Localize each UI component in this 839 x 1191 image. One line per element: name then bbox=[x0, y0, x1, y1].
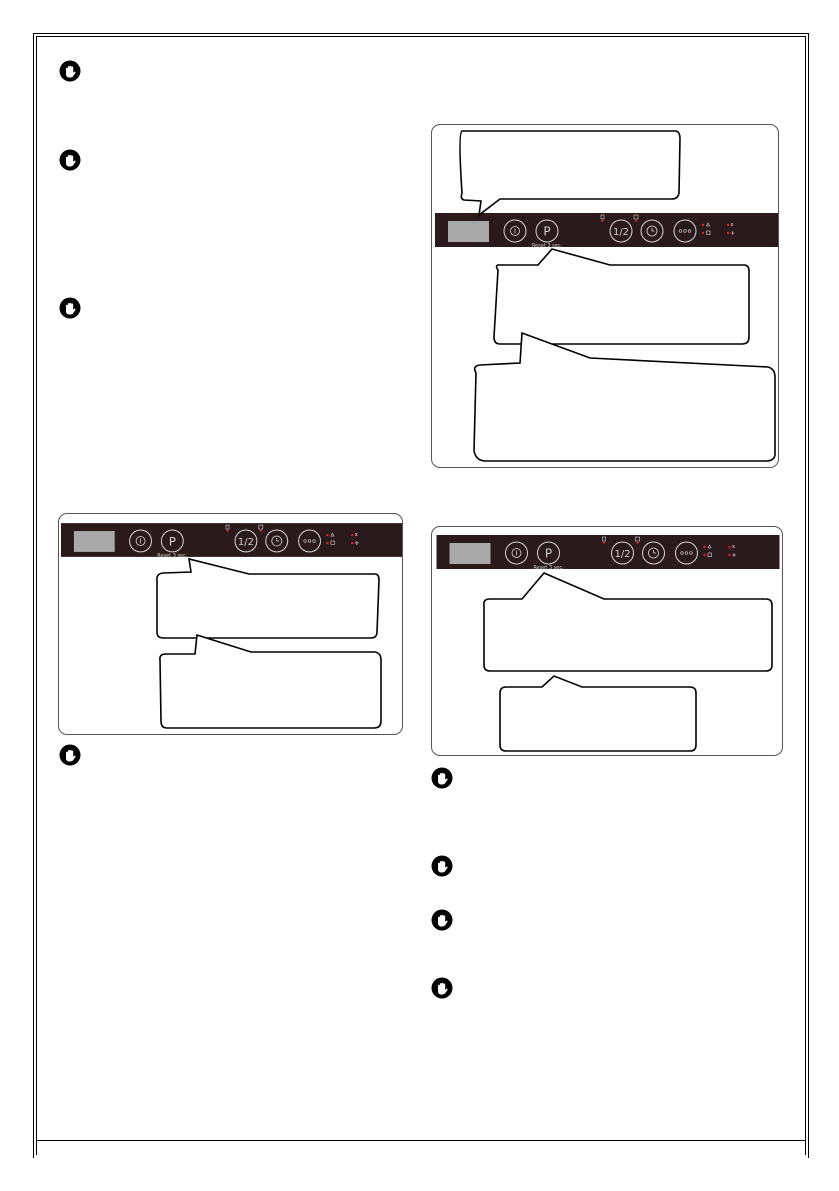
hand-stop-icon bbox=[59, 149, 81, 171]
hand-stop-icon bbox=[431, 909, 453, 931]
control-panel-figure bbox=[431, 526, 783, 756]
control-panel-figure bbox=[58, 513, 403, 735]
hand-stop-icon bbox=[59, 297, 81, 319]
hand-stop-icon bbox=[431, 767, 453, 789]
hand-stop-icon bbox=[59, 744, 81, 766]
hand-stop-icon bbox=[431, 977, 453, 999]
control-panel-figure bbox=[431, 124, 779, 468]
hand-stop-icon bbox=[431, 855, 453, 877]
hand-stop-icon bbox=[59, 60, 81, 82]
page-bottom-rule bbox=[36, 1140, 806, 1141]
